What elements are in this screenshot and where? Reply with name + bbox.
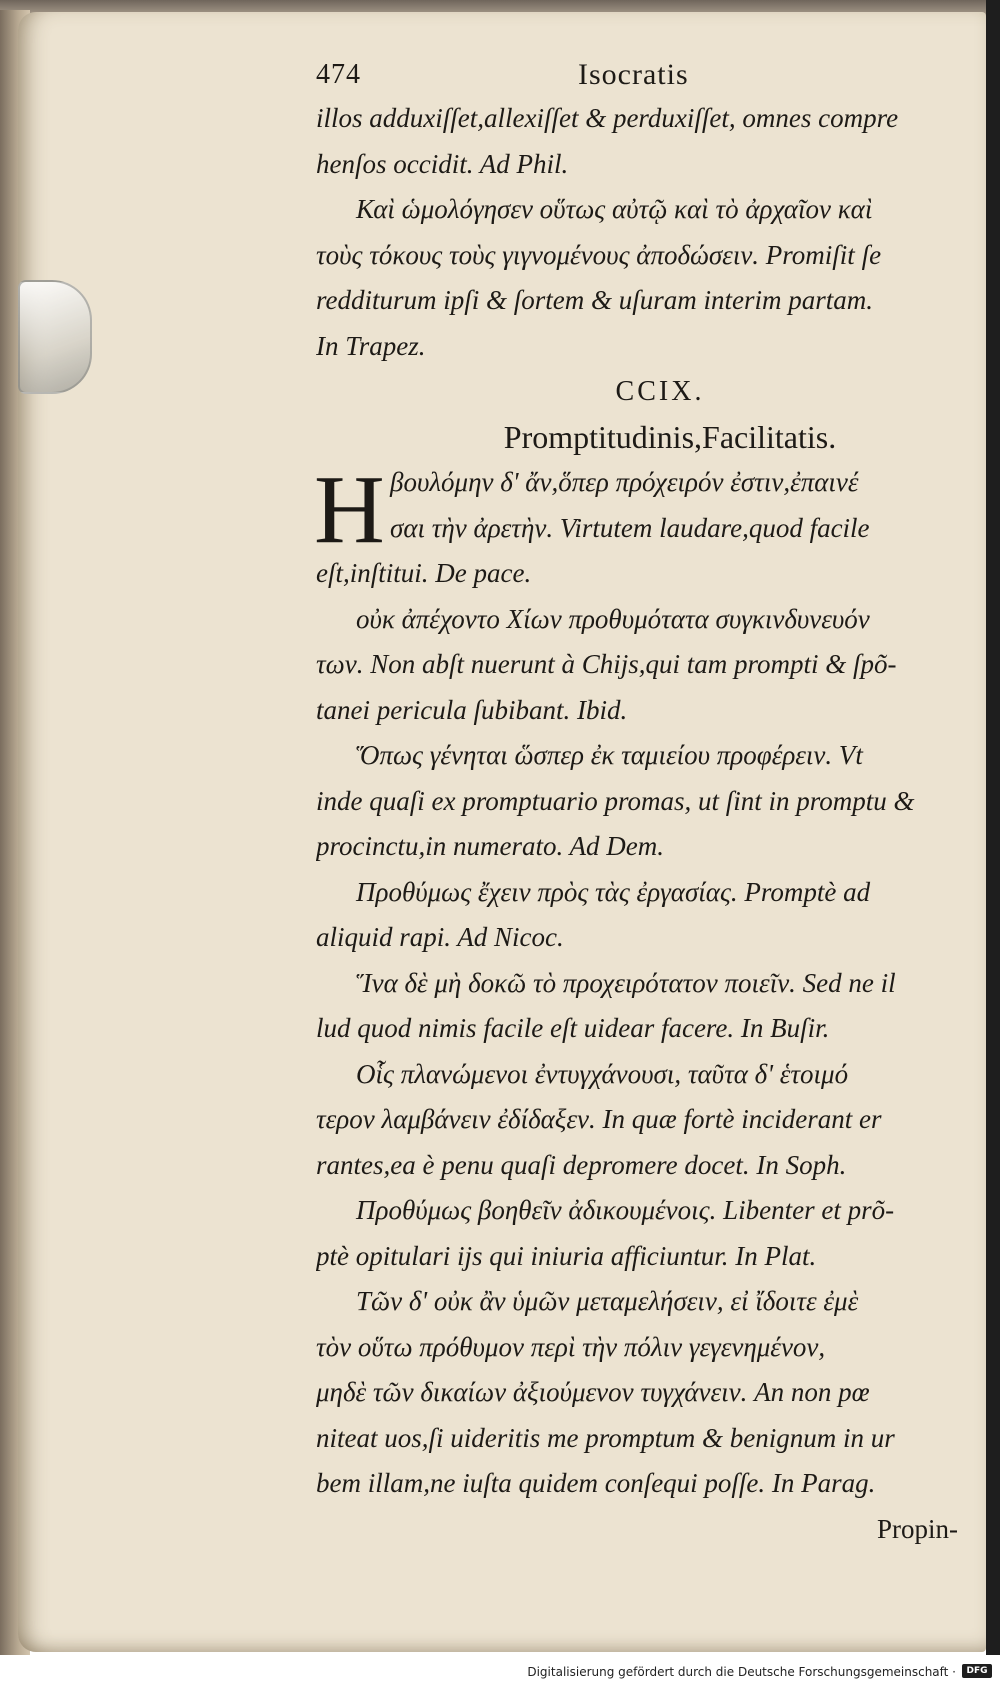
digitization-footer	[0, 1655, 1000, 1683]
text-line: aliquid rapi. Ad Nicoc.	[316, 922, 564, 952]
text-line: bem illam,ne iuſta quidem conſequi poſſe. In Parag.	[316, 1468, 876, 1498]
text-line: τὸν οὕτω πρόθυμον περὶ τὴν πόλιν γεγενημένον,	[316, 1331, 826, 1362]
page-number: 474	[316, 59, 361, 90]
greek-line: Προθύμως βοηθεῖν ἀδικουμένοις. Libenter et prõ-	[356, 1195, 895, 1225]
greek-line: Τῶν δ' οὐκ ἂν ὑμῶν μεταμελήσειν, εἰ ἴδοιτε ἐμὲ	[356, 1286, 859, 1316]
drop-capital: H	[314, 456, 385, 564]
text-line: eſt,inſtitui. De pace.	[316, 558, 532, 588]
greek-line: Ἵνα δὲ μὴ δοκῶ τὸ προχειρότατον ποιεῖν. Sed ne il	[356, 967, 896, 998]
text-line: lud quod nimis facile eſt uidear facere. In Buſir.	[316, 1013, 830, 1043]
section-number: CCIX.	[615, 376, 705, 407]
text-line: redditurum ipſi & ſortem & uſuram interim partam.	[316, 285, 874, 315]
text-line: In Trapez.	[316, 330, 426, 361]
greek-line: Προθύμως ἔχειν πρὸς τὰς ἐργασίας. Promptè ad	[356, 876, 871, 907]
text-line: tanei pericula ſubibant. Ibid.	[316, 694, 628, 725]
running-header	[316, 52, 964, 96]
text-line: σαι τὴν ἀρετὴν. Virtutem laudare,quod facile	[390, 512, 870, 543]
text-line: procinctu,in numerato. Ad Dem.	[316, 831, 664, 861]
dfg-logo: DFG	[962, 1664, 992, 1678]
text-line: inde quaſi ex promptuario promas, ut ſint in promptu &	[316, 785, 915, 816]
dropcap-paragraph	[314, 456, 964, 564]
text-line: τερον λαμβάνειν ἐδίδαξεν. In quæ fortè inciderant er	[316, 1104, 882, 1134]
greek-line: οὐκ ἀπέχοντο Χίων προθυμότατα συγκινδυνευόν	[356, 603, 870, 634]
running-title: Isocratis	[578, 58, 689, 91]
text-line: henſos occidit. Ad Phil.	[316, 148, 569, 179]
text-line: niteat uos,ſi uideritis me promptum & benignum in ur	[316, 1422, 895, 1453]
page-clip	[18, 280, 92, 394]
text-line: μηδὲ τῶν δικαίων ἀξιούμενον τυγχάνειν. An non pœ	[316, 1377, 870, 1407]
text-line: ptè opitulari ijs qui iniuria afficiuntur. In Plat.	[316, 1240, 817, 1271]
scan-border-right	[986, 0, 1000, 1683]
funding-credit: Digitalisierung gefördert durch die Deutsche Forschungsgemeinschaft ·	[527, 1665, 956, 1679]
text-line: των. Non abſt nuerunt à Chijs,qui tam prompti & ſpõ-	[316, 649, 897, 679]
catchword: Propin-	[877, 1513, 958, 1544]
section-title: Promptitudinis,Facilitatis.	[503, 418, 837, 455]
greek-line: Οἷς πλανώμενοι ἐντυγχάνουσι, ταῦτα δ' ἑτοιμό	[356, 1058, 849, 1089]
text-line: τοὺς τόκους τοὺς γιγνομένους ἀποδώσειν. Promiſit ſe	[316, 239, 882, 270]
text-line: illos adduxiſſet,allexiſſet & perduxiſſet, omnes compre	[316, 103, 899, 133]
greek-line: βουλόμην δ' ἄν,ὅπερ πρόχειρόν ἐστιν,ἐπαινέ	[390, 467, 859, 497]
page-text-block	[316, 52, 964, 1552]
text-line: rantes,ea è penu quaſi depromere docet. In Soph.	[316, 1149, 847, 1180]
greek-line: Καὶ ὡμολόγησεν οὕτως αὐτῷ καὶ τὸ ἀρχαῖον καὶ	[356, 194, 873, 224]
greek-line: Ὅπως γένηται ὥσπερ ἐκ ταμιείου προφέρειν. Vt	[356, 740, 863, 770]
